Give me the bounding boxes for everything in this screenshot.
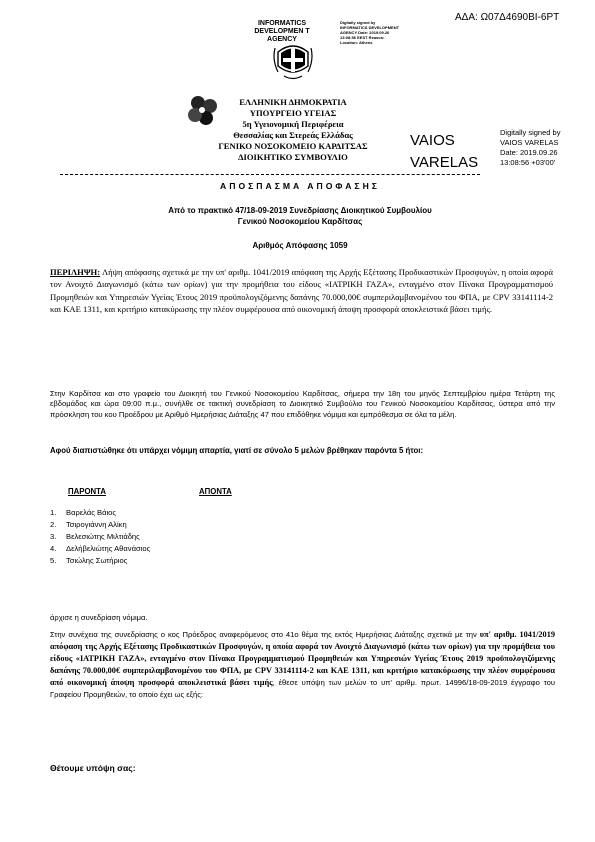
- letterhead-line: ΥΠΟΥΡΓΕΙΟ ΥΓΕΙΑΣ: [249, 108, 337, 118]
- minutes-reference: [60, 205, 540, 227]
- signature-stamp-text: INFORMATICS DEVELOPMEN T AGENCY: [254, 20, 310, 43]
- minutes-line2: Γενικού Νοσοκομείου Καρδίτσας: [237, 217, 363, 226]
- digital-signature-small-text: Digitally signed by INFORMATICS DEVELOPMENT AGENCY Date: 2019.09.26 13:08:56 EEST Reason: Location: Athens: [340, 20, 400, 45]
- signature-info-line: VAIOS VARELAS: [500, 138, 559, 147]
- summary: [50, 266, 553, 315]
- list-item-number: 2.: [50, 520, 57, 529]
- signature-info-line: 13:08:56 +03'00': [500, 158, 556, 167]
- list-item: [50, 531, 150, 543]
- signer-name: [410, 130, 478, 174]
- agenda-subject: υπ' αριθμ. 1041/2019 απόφαση της Αρχής Εξέτασης Προδικαστικών Προσφυγών, η οποία αφορά τον Ανοιχτό Διαγωνισμό (κάτω των ορίων) για την προμήθεια του είδους «ΙΑΤΡΙΚΗ ΓΑΖΑ», ενταγμένο στον Πίνακα Προγραμματισμού Προμηθειών και Υπηρεσιών Υγείας Έτους 2019 προϋπολογιζόμενης δαπάνης 70.000,00€ συμπεριλαμβανομένου του ΦΠΑ, με CPV 33141114-2 και ΚΑΕ 1311, και κριτήριο κατακύρωσης την πλέον συμφέρουσα από οικονομική άποψη προσφορά αποκλειστικά βάσει τιμής: [50, 630, 555, 687]
- list-item-number: 1.: [50, 508, 57, 517]
- agenda-paragraph: [50, 629, 555, 700]
- ada-code: ΑΔΑ: Ω07Δ4690ΒΙ-6ΡΤ: [455, 12, 560, 23]
- separator-line: [60, 174, 480, 175]
- greek-coat-of-arms-icon: [272, 38, 314, 82]
- letterhead-line: ΓΕΝΙΚΟ ΝΟΣΟΚΟΜΕΙΟ ΚΑΡΔΙΤΣΑΣ: [218, 141, 368, 151]
- signature-info-line: Digitally signed by: [500, 128, 561, 137]
- letterhead-line: Θεσσαλίας και Στερεάς Ελλάδας: [233, 130, 353, 140]
- present-members-list: [50, 507, 150, 567]
- agenda-intro: Στην συνέχεια της συνεδρίασης ο κος Πρόεδρος αναφερόμενος στο 41ο θέμα της εκτός Ημερήσιας Διάταξης σχετικά με την: [50, 630, 480, 639]
- present-header: [68, 487, 106, 496]
- agenda-tail: , έθεσε υπόψη των μελών το υπ' αριθμ. πρωτ. 14996/18-09-2019 έγγραφο του Γραφείου Προμηθειών, το οποίο έχει ως εξής:: [50, 677, 556, 699]
- summary-text: Λήψη απόφασης σχετικά με την υπ' αριθμ. 1041/2019 απόφαση της Αρχής Εξέτασης Προδικαστικών Προσφυγών, η οποία αφορά τον Ανοιχτό Διαγωνισμό (κάτω των ορίων) για την προμήθεια του είδους «ΙΑΤΡΙΚΗ ΓΑΖΑ», ενταγμένο στον Πίνακα Προγραμματισμού Προμηθειών και Υπηρεσιών Υγείας Έτους 2019 προϋπολογιζόμενης δαπάνης 70.000,00€ συμπεριλαμβανομένου του ΦΠΑ, με CPV 33141114-2 και ΚΑΕ 1311, και κριτήριο κατακύρωσης την πλέον συμφέρουσα από οικονομική άποψη προσφορά αποκλειστικά βάσει τιμής.: [50, 267, 553, 314]
- session-start-paragraph: άρχισε η συνεδρίαση νόμιμα.: [50, 613, 148, 622]
- signature-info-line: Date: 2019.09.26: [500, 148, 558, 157]
- member-name: Τσιώλης Σωτήριος: [66, 556, 128, 565]
- list-item-number: 3.: [50, 532, 57, 541]
- list-item-number: 4.: [50, 544, 57, 553]
- signer-name-line1: VAIOS: [410, 132, 455, 149]
- list-item: [50, 543, 150, 555]
- member-name: Τσιρογιάννη Αλίκη: [66, 520, 127, 529]
- minutes-line1: Από το πρακτικό 47/18-09-2019 Συνεδρίασης Διοικητικού Συμβουλίου: [168, 206, 432, 215]
- quorum-paragraph: Αφού διαπιστώθηκε ότι υπάρχει νόμιμη απαρτία, γιατί σε σύνολο 5 μελών βρέθηκαν παρόντα 5 ήτοι:: [50, 446, 424, 455]
- decision-number: Αριθμός Απόφασης 1059: [252, 241, 348, 250]
- signature-details: [500, 128, 560, 168]
- member-name: Βελεσιώτης Μιλτιάδης: [66, 532, 140, 541]
- list-item: [50, 507, 150, 519]
- member-name: Βαρελάς Βάιος: [66, 508, 117, 517]
- meeting-paragraph: Στην Καρδίτσα και στο γραφείο του Διοικητή του Γενικού Νοσοκομείου Καρδίτσας, σήμερα την 18η του μηνός Σεπτεμβρίου ημέρα Τετάρτη της εβδομάδος και ώρα 09:00 π.μ., συνήλθε σε τακτική συνεδρίαση το Διοικητικό Συμβούλιο του Γενικού Νοσοκομείου Καρδίτσας, ύστερα από την πρόσκληση του κου Προέδρου με Αριθμό Ημερήσιας Διάταξης 47 που επιδόθηκε νόμιμα και εμπρόθεσμα σε όλα τα μέλη.: [50, 389, 555, 419]
- letterhead: [210, 97, 376, 163]
- letterhead-line: 5η Υγειονομική Περιφέρεια: [242, 119, 344, 129]
- list-item: [50, 519, 150, 531]
- letterhead-line: ΔΙΟΙΚΗΤΙΚΟ ΣΥΜΒΟΥΛΙΟ: [238, 152, 348, 162]
- letterhead-line: ΕΛΛΗΝΙΚΗ ΔΗΜΟΚΡΑΤΙΑ: [239, 97, 347, 107]
- member-name: Δελήβελιώτης Αθανάσιος: [66, 544, 151, 553]
- absent-header: [199, 487, 232, 496]
- absent-header-text: ΑΠΟΝΤΑ: [199, 487, 232, 496]
- list-item-number: 5.: [50, 556, 57, 565]
- signer-name-line2: VARELAS: [410, 154, 479, 171]
- list-item: [50, 555, 150, 567]
- document-title: ΑΠΟΣΠΑΣΜΑ ΑΠΟΦΑΣΗΣ: [220, 181, 380, 191]
- closing-line: Θέτουμε υπόψη σας:: [50, 763, 136, 773]
- summary-label: ΠΕΡΙΛΗΨΗ:: [50, 267, 101, 277]
- present-header-text: ΠΑΡΟΝΤΑ: [68, 487, 106, 496]
